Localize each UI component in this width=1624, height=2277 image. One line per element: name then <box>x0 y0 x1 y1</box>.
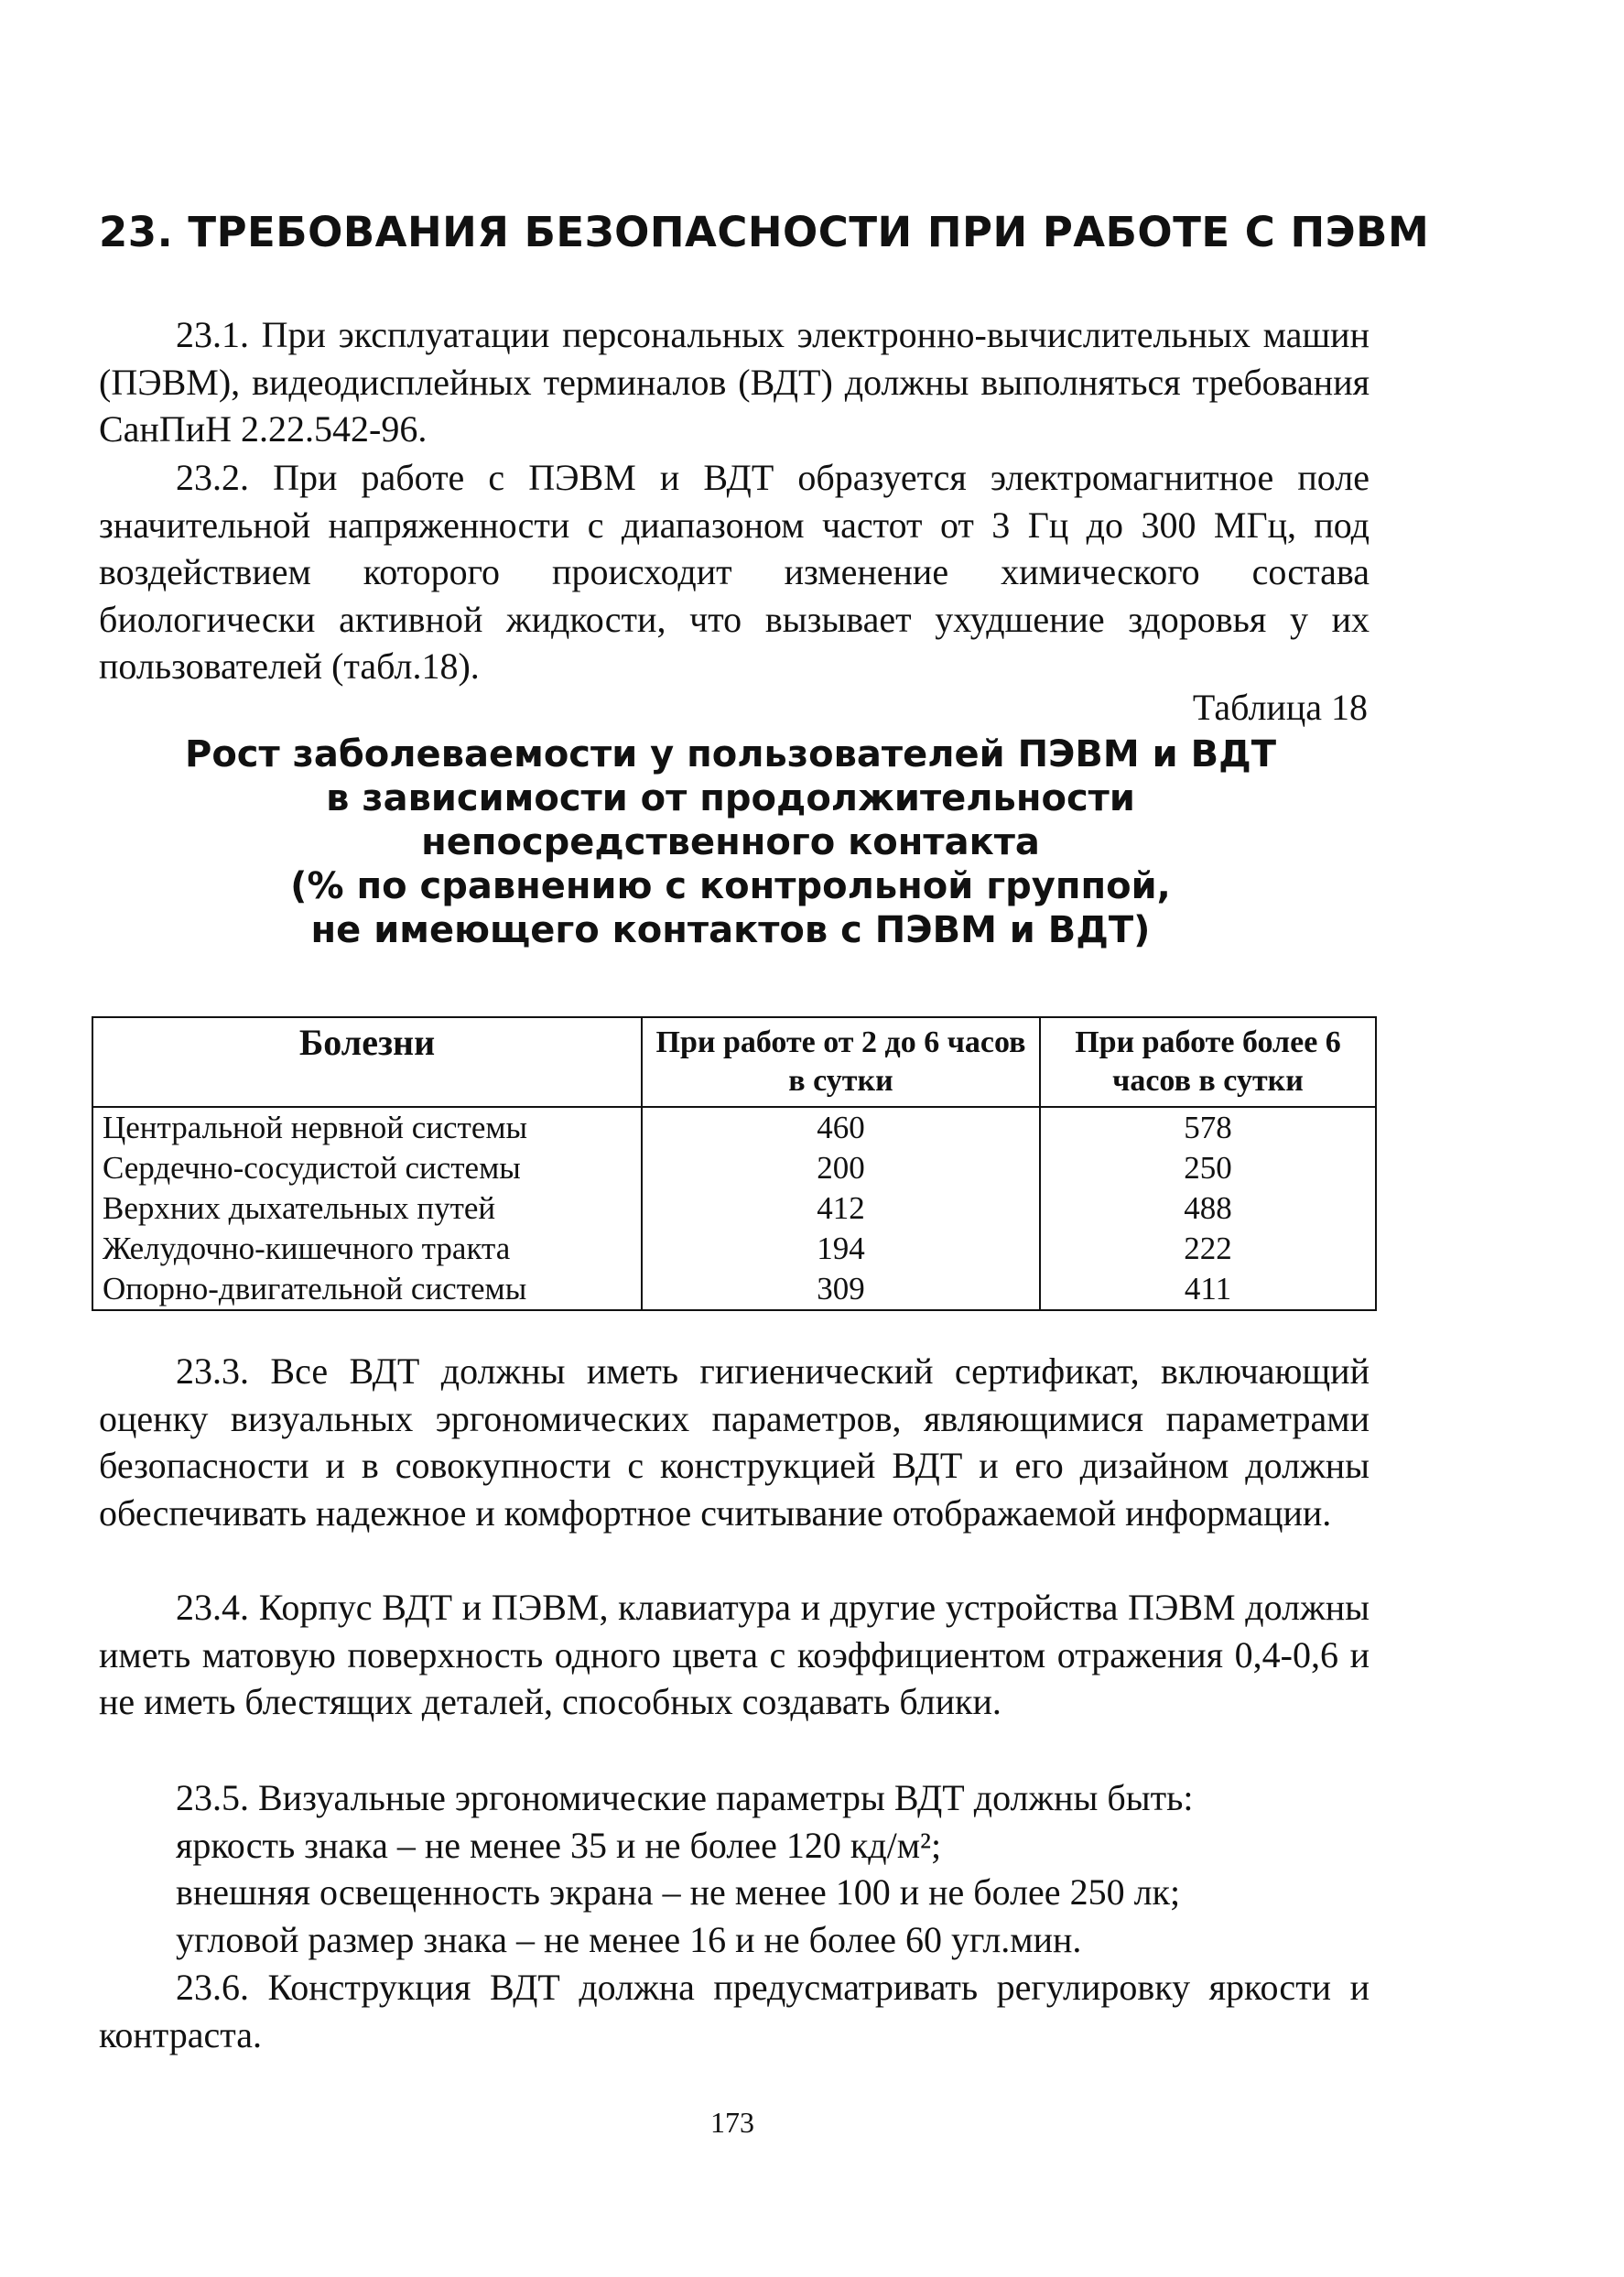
table-label: Таблица 18 <box>1192 687 1368 728</box>
value-2-to-6-cell: 200 <box>642 1148 1040 1188</box>
disease-cell: Центральной нервной системы <box>92 1107 642 1148</box>
value-over-6-cell: 578 <box>1040 1107 1376 1148</box>
paragraph-23-4: 23.4. Корпус ВДТ и ПЭВМ, клавиатура и другие устройства ПЭВМ должны иметь матовую поверхность одного цвета с коэффициентом отражения 0,4-0,6 и не иметь блестящих деталей, способных создавать блики. <box>99 1587 1370 1722</box>
disease-cell: Опорно-двигательной системы <box>92 1269 642 1310</box>
header-over-6-hours: При работе более 6 часов в сутки <box>1040 1017 1376 1107</box>
value-over-6-cell: 222 <box>1040 1229 1376 1269</box>
table-title-line: Рост заболеваемости у пользователей ПЭВМ и ВДТ <box>185 733 1276 775</box>
paragraph-23-2: 23.2. При работе с ПЭВМ и ВДТ образуется электромагнитное поле значительной напряженности с диапазоном частот от 3 Гц до 300 МГц, под воздействием которого происходит изменение химического состава биологически активной жидкости, что вызывает ухудшение здоровья у их пользователей (табл.18). <box>99 457 1370 687</box>
table-title <box>99 732 1362 952</box>
table-row <box>92 1148 1376 1188</box>
table-row <box>92 1188 1376 1229</box>
paragraph-23-3: 23.3. Все ВДТ должны иметь гигиенический сертификат, включающий оценку визуальных эргономических параметров, являющимися параметрами безопасности и в совокупности с конструкцией ВДТ и его дизайном должны обеспечивать надежное и комфортное считывание отображаемой информации. <box>99 1350 1370 1534</box>
paragraph-23-5: 23.5. Визуальные эргономические параметры ВДТ должны быть: <box>176 1777 1194 1818</box>
value-over-6-cell: 488 <box>1040 1188 1376 1229</box>
parameter-line-illumination: внешняя освещенность экрана – не менее 100 и не более 250 лк; <box>176 1871 1181 1913</box>
value-2-to-6-cell: 309 <box>642 1269 1040 1310</box>
header-2-to-6-hours: При работе от 2 до 6 часов в сутки <box>642 1017 1040 1107</box>
table-header-row <box>92 1017 1376 1107</box>
value-over-6-cell: 250 <box>1040 1148 1376 1188</box>
disease-cell: Желудочно-кишечного тракта <box>92 1229 642 1269</box>
header-diseases: Болезни <box>92 1017 642 1107</box>
parameter-line-brightness: яркость знака – не менее 35 и не более 120 кд/м²; <box>176 1825 942 1866</box>
paragraph-23-6: 23.6. Конструкция ВДТ должна предусматривать регулировку яркости и контраста. <box>99 1967 1370 2055</box>
table-title-line: непосредственного контакта <box>421 821 1040 863</box>
table-row <box>92 1229 1376 1269</box>
value-2-to-6-cell: 460 <box>642 1107 1040 1148</box>
parameter-line-angular-size: угловой размер знака – не менее 16 и не более 60 угл.мин. <box>176 1919 1082 1960</box>
page-number: 173 <box>710 2106 754 2139</box>
section-heading: 23. ТРЕБОВАНИЯ БЕЗОПАСНОСТИ ПРИ РАБОТЕ С ПЭВМ <box>99 208 1430 256</box>
paragraph-23-1: 23.1. При эксплуатации персональных электронно-вычислительных машин (ПЭВМ), видеодисплейных терминалов (ВДТ) должны выполняться требования СанПиН 2.22.542-96. <box>99 314 1370 450</box>
table-row <box>92 1107 1376 1148</box>
disease-table <box>92 1016 1377 1311</box>
table-title-line: не имеющего контактов с ПЭВМ и ВДТ) <box>310 909 1151 951</box>
table-row <box>92 1269 1376 1310</box>
value-2-to-6-cell: 194 <box>642 1229 1040 1269</box>
disease-cell: Верхних дыхательных путей <box>92 1188 642 1229</box>
table-title-line: (% по сравнению с контрольной группой, <box>290 865 1171 907</box>
value-over-6-cell: 411 <box>1040 1269 1376 1310</box>
table-title-line: в зависимости от продолжительности <box>326 777 1135 819</box>
disease-cell: Сердечно-сосудистой системы <box>92 1148 642 1188</box>
value-2-to-6-cell: 412 <box>642 1188 1040 1229</box>
